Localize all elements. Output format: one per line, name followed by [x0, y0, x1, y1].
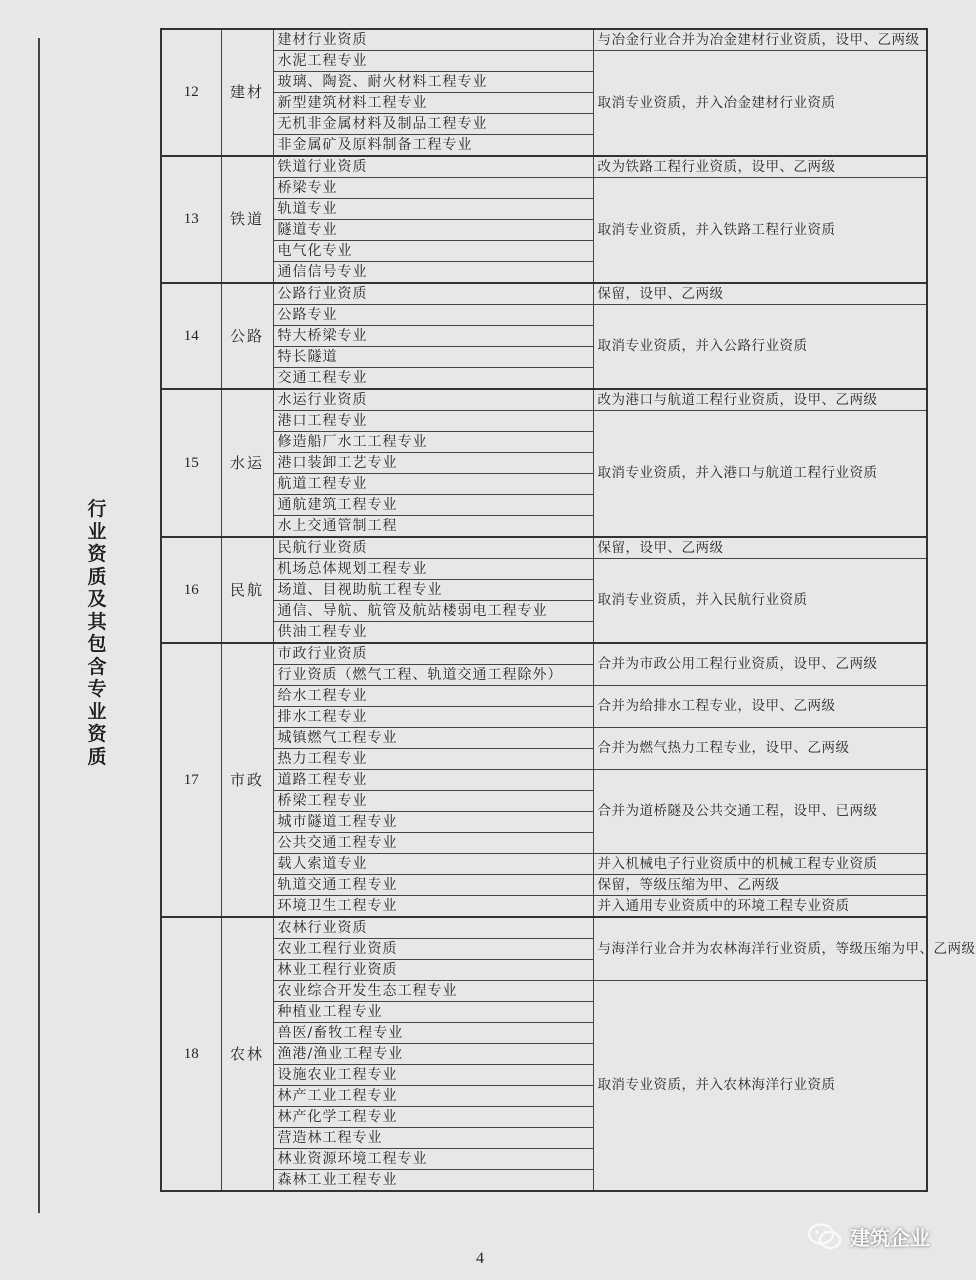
reform-treatment: 取消专业资质，并入铁路工程行业资质	[593, 178, 927, 284]
table-row	[161, 305, 927, 326]
reform-treatment: 改为港口与航道工程行业资质，设甲、乙两级	[593, 389, 927, 411]
table-row	[161, 389, 927, 411]
table-row	[161, 283, 927, 305]
reform-treatment: 保留，等级压缩为甲、乙两级	[593, 875, 927, 896]
group-number: 13	[161, 156, 221, 283]
qualification-item: 载人索道专业	[273, 854, 593, 875]
industry-name: 农林	[221, 917, 273, 1191]
reform-treatment: 合并为燃气热力工程专业，设甲、乙两级	[593, 728, 927, 770]
table-row	[161, 156, 927, 178]
qualification-item: 公路行业资质	[273, 283, 593, 305]
table-row	[161, 29, 927, 51]
qualification-item: 城市隧道工程专业	[273, 812, 593, 833]
reform-treatment: 与海洋行业合并为农林海洋行业资质，等级压缩为甲、乙两级	[593, 917, 927, 981]
table-row	[161, 178, 927, 199]
reform-treatment: 并入通用专业资质中的环境工程专业资质	[593, 896, 927, 918]
industry-name: 水运	[221, 389, 273, 537]
qualification-item: 热力工程专业	[273, 749, 593, 770]
industry-name: 民航	[221, 537, 273, 643]
qualification-item: 林业工程行业资质	[273, 960, 593, 981]
qualification-item: 场道、目视助航工程专业	[273, 580, 593, 601]
qualification-item: 农业综合开发生态工程专业	[273, 981, 593, 1002]
qualification-item: 非金属矿及原料制备工程专业	[273, 135, 593, 157]
table-row	[161, 896, 927, 918]
qualification-item: 民航行业资质	[273, 537, 593, 559]
qualification-item: 行业资质（燃气工程、轨道交通工程除外）	[273, 665, 593, 686]
reform-treatment: 取消专业资质，并入农林海洋行业资质	[593, 981, 927, 1192]
reform-treatment: 合并为给排水工程专业，设甲、乙两级	[593, 686, 927, 728]
qualification-item: 渔港/渔业工程专业	[273, 1044, 593, 1065]
table-row	[161, 411, 927, 432]
table-row	[161, 917, 927, 939]
qualification-item: 营造林工程专业	[273, 1128, 593, 1149]
qualification-item: 玻璃、陶瓷、耐火材料工程专业	[273, 72, 593, 93]
qualification-item: 港口装卸工艺专业	[273, 453, 593, 474]
group-number: 15	[161, 389, 221, 537]
reform-treatment: 合并为市政公用工程行业资质，设甲、乙两级	[593, 643, 927, 686]
qualification-item: 兽医/畜牧工程专业	[273, 1023, 593, 1044]
qualification-item: 新型建筑材料工程专业	[273, 93, 593, 114]
wechat-watermark	[808, 1222, 930, 1251]
qualification-item: 修造船厂水工工程专业	[273, 432, 593, 453]
page-number: 4	[476, 1250, 484, 1267]
qualification-item: 水上交通管制工程	[273, 516, 593, 538]
table-row	[161, 728, 927, 749]
table-row	[161, 559, 927, 580]
reform-treatment: 合并为道桥隧及公共交通工程，设甲、已两级	[593, 770, 927, 854]
qualification-item: 轨道交通工程专业	[273, 875, 593, 896]
industry-name: 建材	[221, 29, 273, 156]
qualification-item: 市政行业资质	[273, 643, 593, 665]
table-row	[161, 643, 927, 665]
reform-treatment: 与冶金行业合并为冶金建材行业资质，设甲、乙两级	[593, 29, 927, 51]
qualification-item: 港口工程专业	[273, 411, 593, 432]
reform-treatment: 取消专业资质，并入公路行业资质	[593, 305, 927, 390]
qualification-item: 通航建筑工程专业	[273, 495, 593, 516]
reform-treatment: 取消专业资质，并入港口与航道工程行业资质	[593, 411, 927, 538]
group-number: 17	[161, 643, 221, 917]
reform-treatment: 保留，设甲、乙两级	[593, 537, 927, 559]
group-number: 16	[161, 537, 221, 643]
qualification-item: 公路专业	[273, 305, 593, 326]
wechat-icon	[808, 1223, 842, 1251]
qualification-item: 设施农业工程专业	[273, 1065, 593, 1086]
reform-treatment: 取消专业资质，并入冶金建材行业资质	[593, 51, 927, 157]
qualification-item: 建材行业资质	[273, 29, 593, 51]
qualification-item: 林产化学工程专业	[273, 1107, 593, 1128]
qualification-item: 桥梁专业	[273, 178, 593, 199]
qualification-item: 水泥工程专业	[273, 51, 593, 72]
watermark-text: 建筑企业	[850, 1226, 930, 1250]
qualification-item: 电气化专业	[273, 241, 593, 262]
table-row	[161, 51, 927, 72]
qualification-item: 通信、导航、航管及航站楼弱电工程专业	[273, 601, 593, 622]
table-row	[161, 981, 927, 1002]
page-margin-rule	[38, 38, 40, 1213]
qualification-item: 公共交通工程专业	[273, 833, 593, 854]
qualification-item: 环境卫生工程专业	[273, 896, 593, 918]
qualification-item: 机场总体规划工程专业	[273, 559, 593, 580]
table-row	[161, 770, 927, 791]
qualification-item: 林业资源环境工程专业	[273, 1149, 593, 1170]
qualification-item: 水运行业资质	[273, 389, 593, 411]
qualification-table	[160, 28, 976, 1192]
reform-treatment: 改为铁路工程行业资质，设甲、乙两级	[593, 156, 927, 178]
qualification-item: 排水工程专业	[273, 707, 593, 728]
table-row	[161, 686, 927, 707]
qualification-item: 轨道专业	[273, 199, 593, 220]
group-number: 12	[161, 29, 221, 156]
reform-treatment: 保留，设甲、乙两级	[593, 283, 927, 305]
industry-name: 公路	[221, 283, 273, 389]
industry-name: 市政	[221, 643, 273, 917]
group-number: 14	[161, 283, 221, 389]
qualification-item: 森林工业工程专业	[273, 1170, 593, 1192]
qualification-item: 无机非金属材料及制品工程专业	[273, 114, 593, 135]
qualification-item: 林产工业工程专业	[273, 1086, 593, 1107]
table-row	[161, 537, 927, 559]
reform-treatment: 并入机械电子行业资质中的机械工程专业资质	[593, 854, 927, 875]
table-row	[161, 854, 927, 875]
qualification-item: 航道工程专业	[273, 474, 593, 495]
reform-treatment: 取消专业资质，并入民航行业资质	[593, 559, 927, 644]
qualification-item: 交通工程专业	[273, 368, 593, 390]
side-title: 行 业 资 质 及 其 包 含 专 业 资 质	[87, 498, 107, 768]
group-number: 18	[161, 917, 221, 1191]
qualification-item: 特长隧道	[273, 347, 593, 368]
qualification-item: 种植业工程专业	[273, 1002, 593, 1023]
industry-name: 铁道	[221, 156, 273, 283]
qualification-item: 城镇燃气工程专业	[273, 728, 593, 749]
qualification-item: 给水工程专业	[273, 686, 593, 707]
qualification-item: 铁道行业资质	[273, 156, 593, 178]
qualification-item: 道路工程专业	[273, 770, 593, 791]
qualification-item: 隧道专业	[273, 220, 593, 241]
qualification-item: 农林行业资质	[273, 917, 593, 939]
qualification-item: 通信信号专业	[273, 262, 593, 284]
qualification-item: 农业工程行业资质	[273, 939, 593, 960]
table-row	[161, 875, 927, 896]
qualification-item: 桥梁工程专业	[273, 791, 593, 812]
qualification-item: 特大桥梁专业	[273, 326, 593, 347]
qualification-item: 供油工程专业	[273, 622, 593, 644]
